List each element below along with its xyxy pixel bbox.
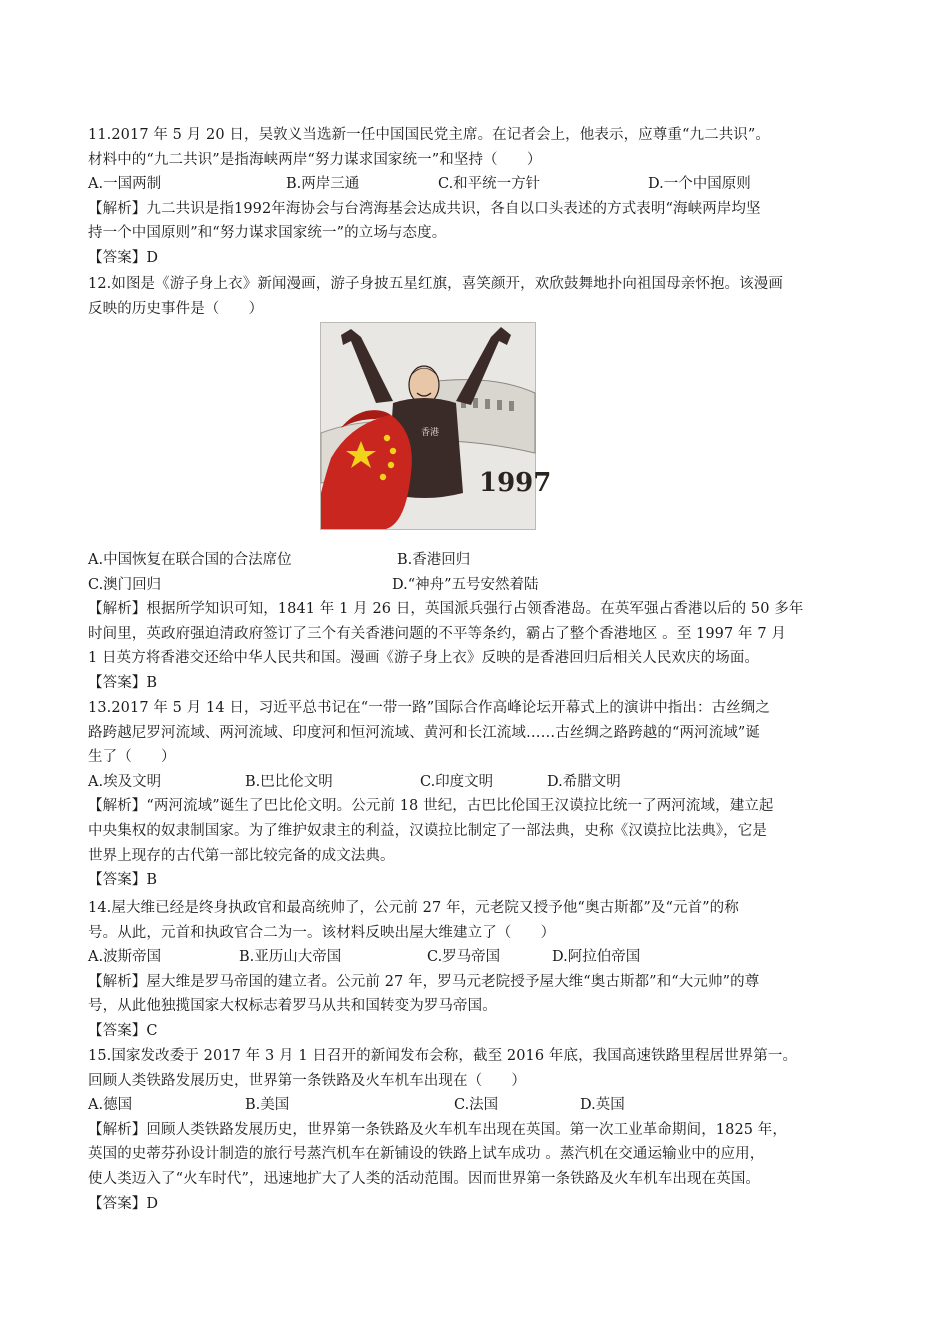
option-d: D.英国 xyxy=(580,1097,625,1114)
analysis-line: 【解析】屋大维是罗马帝国的建立者。公元前 27 年，罗马元老院授予屋大维“奥古斯都”和“大元帅”的尊 xyxy=(88,973,760,990)
analysis-line: 【解析】根据所学知识可知，1841 年 1 月 26 日，英国派兵强行占领香港岛。在英军强占香港以后的 50 多年 xyxy=(88,601,804,618)
question-stem-line: 回顾人类铁路发展历史，世界第一条铁路及火车机车出现在（ ） xyxy=(88,1072,526,1089)
option-d: D.“神舟”五号安然着陆 xyxy=(392,576,539,593)
question-stem-line: 15.国家发改委于 2017 年 3 月 1 日召开的新闻发布会称，截至 2016 年底，我国高速铁路里程居世界第一。 xyxy=(88,1048,798,1064)
option-b: B.美国 xyxy=(245,1097,290,1114)
option-c: C.法国 xyxy=(454,1097,499,1114)
options-row xyxy=(88,1093,873,1118)
analysis-line: 持一个中国原则”和“努力谋求国家统一”的立场与态度。 xyxy=(88,225,447,242)
answer: 【答案】B xyxy=(88,872,158,889)
option-b: B.巴比伦文明 xyxy=(245,773,333,790)
question-13 xyxy=(88,696,873,893)
question-stem-line: 路跨越尼罗河流域、两河流域、印度河和恒河流域、黄河和长江流域……古丝绸之路跨越的“两河流域”诞 xyxy=(88,724,761,741)
options-row xyxy=(88,770,873,795)
question-12-body xyxy=(88,548,873,696)
analysis-line: 【解析】九二共识是指1992年海协会与台湾海基会达成共识，各自以口头表述的方式表明“海峡两岸均坚 xyxy=(88,200,761,217)
question-stem-line: 11.2017 年 5 月 20 日，吴敦义当选新一任中国国民党主席。在记者会上，他表示，应尊重“九二共识”。 xyxy=(88,127,771,143)
options-row xyxy=(88,548,873,573)
answer: 【答案】B xyxy=(88,674,158,691)
options-row xyxy=(88,172,873,197)
question-14 xyxy=(88,896,873,1044)
option-b: B.香港回归 xyxy=(397,552,471,568)
option-a: A.德国 xyxy=(88,1097,133,1114)
question-stem-line: 14.屋大维已经是终身执政官和最高统帅了，公元前 27 年，元老院又授予他“奥古斯都”及“元首”的称 xyxy=(88,900,739,916)
analysis-line: 1 日英方将香港交还给中华人民共和国。漫画《游子身上衣》反映的是香港回归后相关人民欢庆的场面。 xyxy=(88,650,760,667)
option-b: B.两岸三通 xyxy=(286,176,360,193)
option-a: A.波斯帝国 xyxy=(88,949,162,966)
options-row xyxy=(88,573,873,598)
question-11 xyxy=(88,123,873,271)
year-label: 1997 xyxy=(479,468,552,498)
question-stem-line: 12.如图是《游子身上衣》新闻漫画，游子身披五星红旗，喜笑颜开，欢欣鼓舞地扑向祖国母亲怀抱。该漫画 xyxy=(88,276,783,292)
analysis-line: 世界上现存的古代第一部比较完备的成文法典。 xyxy=(88,847,395,864)
question-12 xyxy=(88,272,873,321)
answer: 【答案】D xyxy=(88,249,159,266)
option-d: D.希腊文明 xyxy=(547,773,621,790)
analysis-line: 时间里，英政府强迫清政府签订了三个有关香港问题的不平等条约，霸占了整个香港地区 。至 1997 年 7 月 xyxy=(88,625,786,642)
analysis-line: 【解析】“两河流域”诞生了巴比伦文明。公元前 18 世纪，古巴比伦国王汉谟拉比统一了两河流域，建立起 xyxy=(88,798,774,815)
option-c: C.澳门回归 xyxy=(88,576,162,593)
analysis-line: 使人类迈入了“火车时代”，迅速地扩大了人类的活动范围。因而世界第一条铁路及火车机车出现在英国。 xyxy=(88,1170,761,1187)
option-b: B.亚历山大帝国 xyxy=(239,949,342,966)
option-a: A.中国恢复在联合国的合法席位 xyxy=(88,552,292,568)
answer: 【答案】D xyxy=(88,1195,159,1212)
question-stem-line: 生了（ ） xyxy=(88,749,176,766)
option-a: A.埃及文明 xyxy=(88,773,162,790)
options-row xyxy=(88,945,873,970)
option-c: C.罗马帝国 xyxy=(427,949,501,966)
question-stem-line: 材料中的“九二共识”是指海峡两岸“努力谋求国家统一”和坚持（ ） xyxy=(88,151,542,168)
option-c: C.和平统一方针 xyxy=(438,176,541,193)
question-stem-line: 13.2017 年 5 月 14 日，习近平总书记在“一带一路”国际合作高峰论坛开幕式上的演讲中指出：古丝绸之 xyxy=(88,700,771,716)
option-a: A.一国两制 xyxy=(88,176,162,193)
answer: 【答案】C xyxy=(88,1022,158,1039)
analysis-line: 中央集权的奴隶制国家。为了维护奴隶主的利益，汉谟拉比制定了一部法典，史称《汉谟拉比法典》，它是 xyxy=(88,822,767,839)
cartoon-image xyxy=(320,322,552,530)
chest-label: 香港 xyxy=(421,428,440,438)
question-15 xyxy=(88,1044,873,1216)
question-stem-line: 号。从此，元首和执政官合二为一。该材料反映出屋大维建立了（ ） xyxy=(88,924,556,941)
analysis-line: 号，从此他独揽国家大权标志着罗马从共和国转变为罗马帝国。 xyxy=(88,998,497,1015)
option-c: C.印度文明 xyxy=(420,773,494,790)
analysis-line: 【解析】回顾人类铁路发展历史，世界第一条铁路及火车机车出现在英国。第一次工业革命期间，1825 年， xyxy=(88,1121,788,1138)
option-d: D.一个中国原则 xyxy=(648,176,751,193)
option-d: D.阿拉伯帝国 xyxy=(552,949,641,966)
analysis-line: 英国的史蒂芬孙设计制造的旅行号蒸汽机车在新铺设的铁路上试车成功 。蒸汽机在交通运输业中的应用， xyxy=(88,1146,765,1163)
question-stem-line: 反映的历史事件是（ ） xyxy=(88,300,264,317)
